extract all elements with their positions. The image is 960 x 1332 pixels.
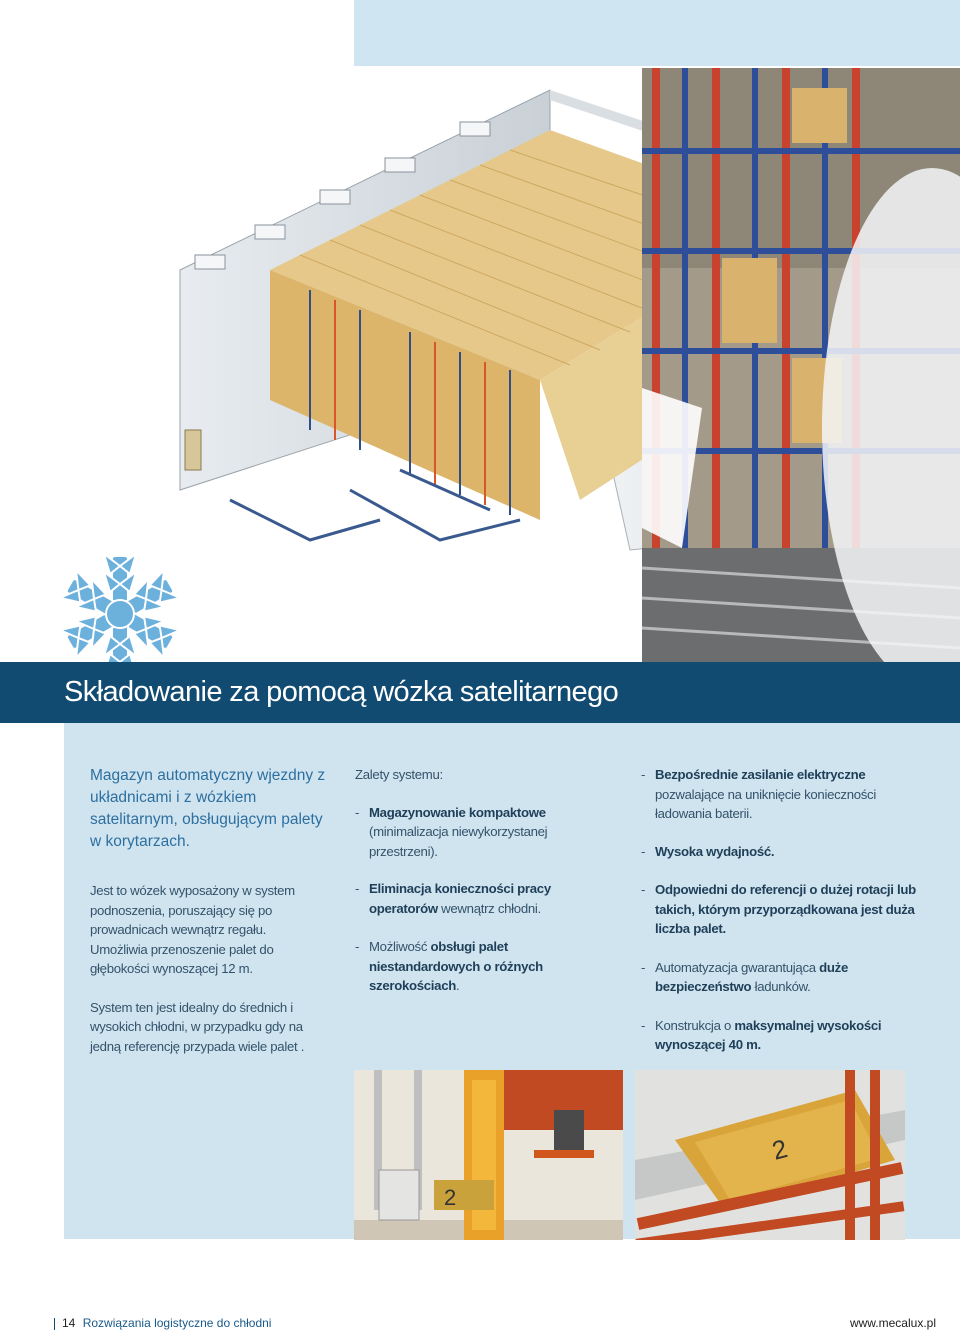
advantage-bold: Eliminacja konieczności pracy operatorów [369, 881, 551, 916]
middle-column [355, 765, 590, 1007]
footer-section-title: Rozwiązania logistyczne do chłodni [82, 1316, 272, 1330]
page-number: 14 [62, 1316, 76, 1330]
advantage-bold: Wysoka wydajność. [655, 843, 775, 859]
svg-text:2: 2 [444, 1185, 457, 1210]
advantage-bold: maksymalnej wysokości wynoszącej 40 m. [655, 1017, 882, 1052]
advantage-bold: Bezpośrednie zasilanie elektryczne [655, 767, 866, 782]
left-paragraph-2: System ten jest idealny do średnich i wysokich chłodni, w przypadku gdy na jedną referencję przypada wiele palet . [90, 999, 305, 1054]
right-column [641, 765, 921, 1066]
advantages-heading: Zalety systemu: [355, 767, 443, 782]
shuttle-photo [354, 1070, 623, 1240]
footer-left [62, 1316, 271, 1330]
left-column [90, 881, 322, 1075]
advantage-item: - Bezpośrednie zasilanie elektryczne pozwalające na uniknięcie konieczności ładowania baterii. [641, 767, 876, 821]
title-band [0, 662, 960, 723]
advantage-item: - Automatyzacja gwarantująca duże bezpieczeństwo ładunków. [641, 959, 849, 994]
advantage-item: - Konstrukcja o maksymalnej wysokości wynoszącej 40 m. [641, 1017, 882, 1052]
advantage-item: - Odpowiedni do referencji o dużej rotacji lub takich, którym przyporządkowana jest duża liczba palet. [641, 882, 916, 936]
advantage-bold: Odpowiedni do referencji o dużej rotacji lub takich, którym przyporządkowana jest duża liczba palet. [655, 882, 916, 936]
advantage-text: (minimalizacja niewykorzystanej przestrzeni). [369, 824, 548, 859]
advantage-item: - Wysoka wydajność. [641, 843, 775, 859]
footer-divider [54, 1318, 55, 1330]
intro-text: Magazyn automatyczny wjezdny z układnicami i z wózkiem satelitarnym, obsługującym palety w korytarzach. [90, 767, 326, 850]
svg-text:2: 2 [768, 1133, 791, 1166]
advantage-item: - Eliminacja konieczności pracy operatorów wewnątrz chłodni. [355, 881, 551, 916]
page-title: Składowanie za pomocą wózka satelitarnego [64, 676, 619, 708]
advantage-text: pozwalające na uniknięcie konieczności ładowania baterii. [655, 786, 876, 821]
advantage-bold: duże bezpieczeństwo [655, 959, 849, 994]
rack-photo [642, 68, 960, 664]
snowflake-icon [58, 552, 182, 676]
left-paragraph-1: Jest to wózek wyposażony w system podnoszenia, poruszający się po prowadnicach wewnątrz regału. Umożliwia przenoszenie palet do głębokości wynoszącej 12 m. [90, 883, 295, 976]
footer-website[interactable]: www.mecalux.pl [849, 1316, 936, 1330]
shuttle-closeup-photo [635, 1070, 905, 1240]
advantage-bold: obsługi palet niestandardowych o różnych szerokościach [369, 939, 543, 993]
advantage-item: - Możliwość obsługi palet niestandardowych o różnych szerokościach. [355, 939, 543, 993]
advantage-item: - Magazynowanie kompaktowe (minimalizacja niewykorzystanej przestrzeni). [355, 804, 548, 859]
advantage-bold: Magazynowanie kompaktowe [369, 804, 546, 820]
advantage-text: wewnątrz chłodni. [437, 900, 541, 916]
top-color-band [354, 0, 960, 66]
